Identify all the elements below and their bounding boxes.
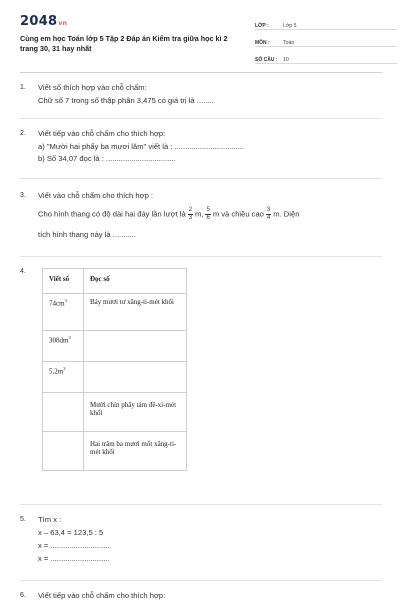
question-number: 2. — [20, 130, 26, 137]
question-number: 4. — [20, 268, 26, 275]
question-line: Viết tiếp vào chỗ chấm cho thích hợp: — [38, 129, 166, 138]
question-text: m. Diện — [273, 209, 300, 219]
logo-suffix: vn — [58, 20, 68, 27]
question-line: a) "Mười hai phẩy ba mươi lăm" viết là : ................................. — [38, 142, 245, 151]
question-divider — [20, 256, 382, 257]
table-cell-read[interactable] — [84, 362, 187, 393]
question-body — [38, 82, 378, 106]
site-logo[interactable] — [20, 14, 67, 29]
logo-text: 2048 — [20, 14, 58, 29]
question-6 — [20, 590, 380, 600]
meta-label: LỚP : — [255, 23, 269, 29]
page-header — [20, 14, 382, 74]
question-line: Tìm x : — [38, 515, 62, 524]
question-body — [38, 128, 378, 164]
cell-text: 5,2m — [49, 367, 64, 376]
table-row — [43, 432, 187, 471]
table-cell-written[interactable] — [43, 432, 84, 471]
cell-sup: 3 — [68, 335, 71, 340]
meta-value: 10 — [283, 57, 289, 63]
header-divider — [20, 72, 382, 73]
table-cell-read: Mười chín phẩy tám đề-xi-mét khối — [84, 393, 187, 432]
table-cell-written[interactable] — [43, 393, 84, 432]
meta-row-class — [255, 16, 397, 30]
meta-row-count — [255, 50, 397, 64]
question-line: Chữ số 7 trong số thập phân 3,475 có giá trị là ........ — [38, 96, 214, 105]
question-line: b) Số 34,07 đọc là : ................................. — [38, 154, 176, 163]
question-divider — [20, 504, 382, 505]
table-cell-written — [43, 331, 84, 362]
table-header-cell: Viết số — [43, 269, 84, 294]
question-line: Viết vào chỗ chấm cho thích hợp : — [38, 191, 154, 200]
question-4 — [20, 266, 40, 278]
meta-box — [255, 16, 397, 67]
numerator: 5 — [206, 207, 210, 213]
table-header-row — [43, 269, 187, 294]
table-cell-read: Bảy mươi tư xăng-ti-mét khối — [84, 294, 187, 331]
question-body — [38, 590, 378, 600]
question-number: 1. — [20, 84, 26, 91]
question-text: m và chiều cao — [212, 209, 264, 219]
question-line: Viết tiếp vào chỗ chấm cho thích hợp: — [38, 591, 166, 600]
denominator: 3 — [188, 215, 193, 221]
table-cell-written — [43, 294, 84, 331]
question-number: 3. — [20, 192, 26, 199]
question-text: m, — [195, 209, 204, 219]
meta-label: MÔN : — [255, 40, 270, 46]
question-line — [38, 207, 378, 222]
table-row — [43, 362, 187, 393]
table-row — [43, 393, 187, 432]
question-1 — [20, 82, 380, 112]
fraction — [266, 207, 271, 222]
table-cell-written — [43, 362, 84, 393]
question-line: tích hình thang này là ........... — [38, 230, 136, 239]
cell-sup: 3 — [63, 366, 66, 371]
question-line: x = ............................ — [38, 541, 110, 550]
document-title: Cùng em học Toán lớp 5 Tập 2 Đáp án Kiểm tra giữa học kì 2 trang 30, 31 hay nhất — [20, 34, 228, 53]
fraction — [188, 207, 193, 222]
question-line: x = ............................ — [38, 554, 110, 563]
question-line: x – 63,4 = 123,5 : 5 — [38, 528, 104, 537]
volume-table — [42, 268, 187, 471]
fraction — [205, 207, 210, 222]
table-cell-read: Hai trăm ba mươi mốt xăng-ti-mét khối — [84, 432, 187, 471]
meta-label: SỐ CÂU : — [255, 57, 278, 63]
numerator: 3 — [266, 207, 271, 213]
question-divider — [20, 580, 382, 581]
question-text: Cho hình thang có độ dài hai đáy lần lượt là — [38, 209, 186, 219]
meta-value: Toán — [283, 40, 295, 46]
question-number: 6. — [20, 592, 26, 599]
table-row — [43, 331, 187, 362]
question-2 — [20, 128, 380, 168]
denominator: 6 — [206, 215, 210, 221]
question-5 — [20, 514, 380, 572]
numerator: 2 — [188, 207, 193, 213]
table-cell-read[interactable] — [84, 331, 187, 362]
cell-sup: 3 — [64, 298, 67, 303]
cell-text: 308dm — [49, 336, 69, 345]
question-3 — [20, 190, 380, 246]
question-divider — [20, 178, 382, 179]
meta-value: Lớp 5 — [283, 23, 297, 29]
cell-text: 74cm — [49, 299, 65, 308]
meta-row-subject — [255, 33, 397, 47]
question-body — [38, 190, 378, 240]
table-row — [43, 294, 187, 331]
question-body — [38, 514, 378, 564]
question-number: 5. — [20, 516, 26, 523]
table-header-cell: Đọc số — [84, 269, 187, 294]
question-divider — [20, 118, 382, 119]
denominator: 4 — [266, 215, 271, 221]
question-line: Viết số thích hợp vào chỗ chấm: — [38, 83, 147, 92]
